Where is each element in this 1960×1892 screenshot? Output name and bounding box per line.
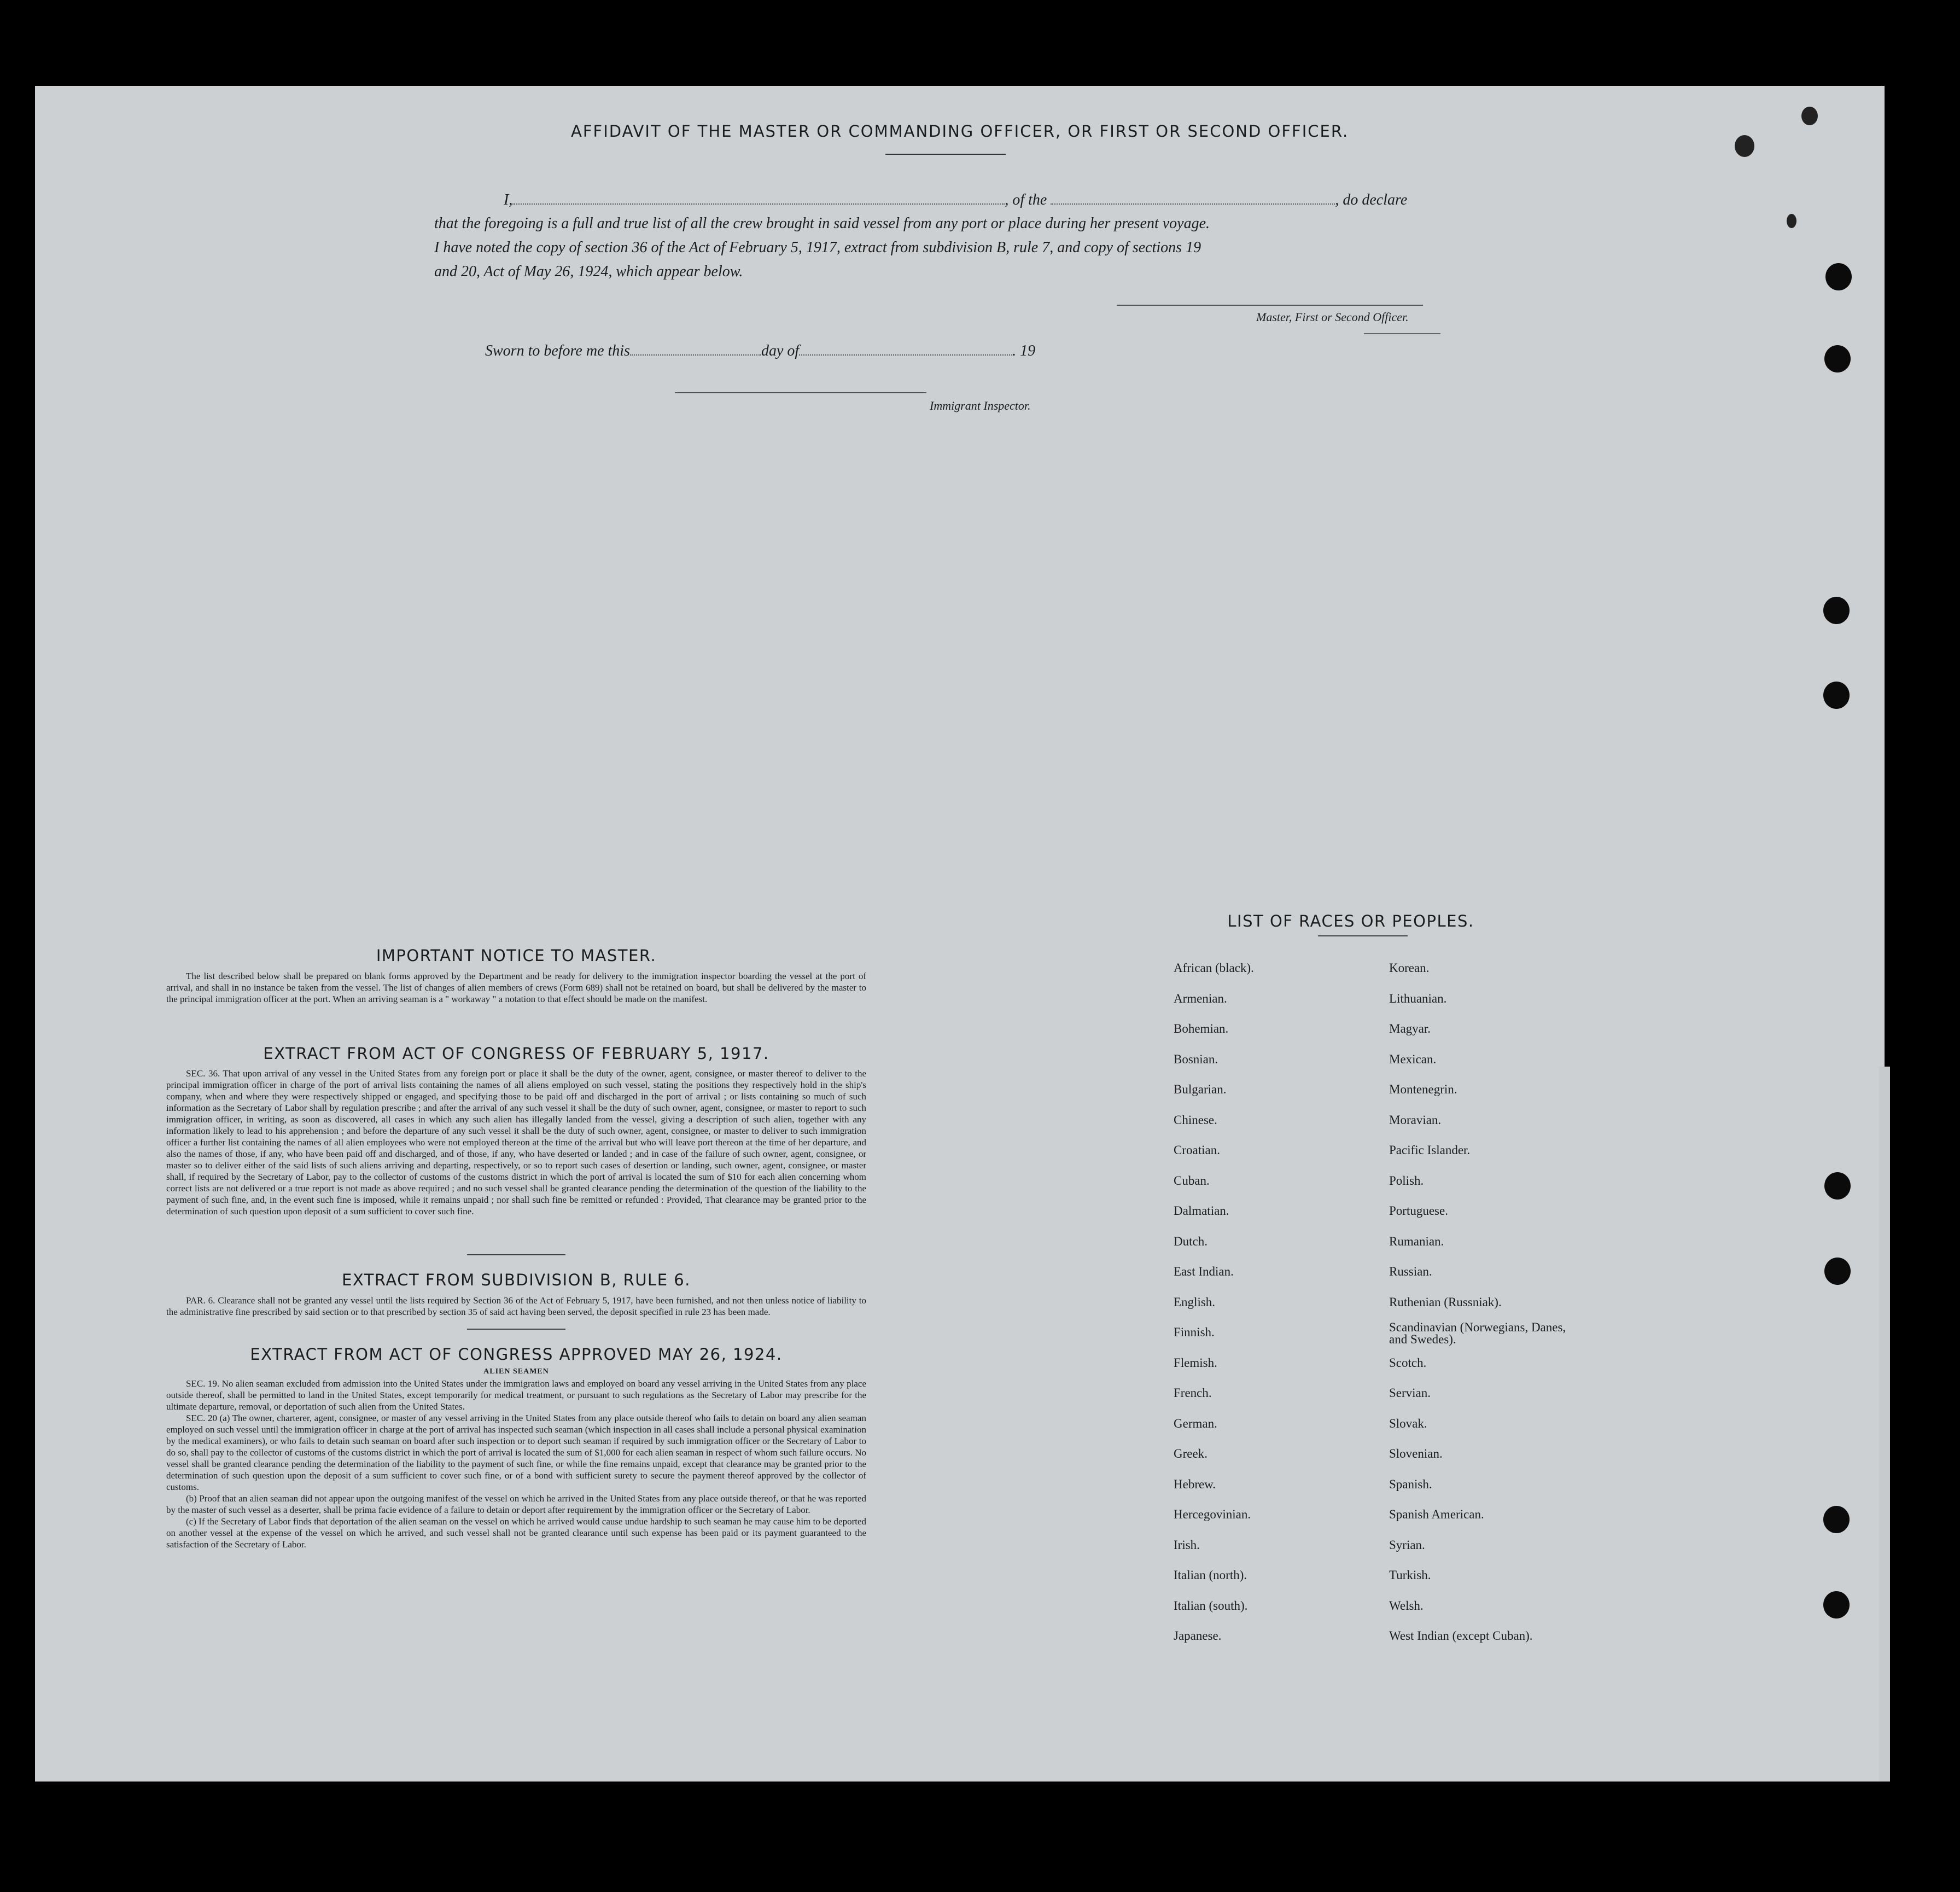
affidavit-title: AFFIDAVIT OF THE MASTER OR COMMANDING OFFICER, OR FIRST OR SECOND OFFICER. (571, 122, 1349, 141)
sworn-line (485, 342, 1035, 360)
race-item: Bulgarian. (1174, 1082, 1227, 1096)
race-item: Syrian. (1389, 1538, 1425, 1552)
affidavit-line-2: that the foregoing is a full and true list of all the crew brought in said vessel from any port or place during her present voyage. (434, 215, 1210, 232)
race-item: Hercegovinian. (1174, 1507, 1251, 1521)
extract-1924-heading: EXTRACT FROM ACT OF CONGRESS APPROVED MAY 26, 1924. (250, 1345, 783, 1364)
sec20b-paragraph: (b) Proof that an alien seaman did not appear upon the outgoing manifest of the vessel on which he arrived in the United States from any place outside thereof, or that he was reported by the master of such vessel as a deserter, shall be prima facie evidence of a failure to detain or deport after requirement by the immigration officer or the Secretary of Labor. (166, 1493, 866, 1515)
sec20c-paragraph: (c) If the Secretary of Labor finds that deportation of the alien seaman on the vessel on which he arrived would cause undue hardship to such seaman he may cause him to be deported on another vessel at the expense of the vessel on which he arrived, and such vessel shall not be granted clearance until such expense has been paid or its payment guaranteed to the satisfaction of the Secretary of Labor. (166, 1516, 866, 1550)
race-item: Irish. (1174, 1538, 1200, 1552)
signature-underline (1364, 333, 1440, 334)
inspector-signature-line[interactable] (675, 392, 926, 393)
race-item: Polish. (1389, 1174, 1424, 1187)
extract-1917-paragraph: SEC. 36. That upon arrival of any vessel in the United States from any foreign port or place it shall be the duty of the owner, agent, consignee, or master thereof to deliver to the principal immigration officer in charge of the port of arrival lists containing the names of all aliens employed on such vessel, stating the positions they respectively hold in the ship's company, when and where they were respectively shipped or engaged, and specifying those to be paid off and discharged in the port of arrival ; or lists containing so much of such information as the Secretary of Labor shall by regulation prescribe ; and after the arrival of any such vessel it shall be the duty of such owner, agent, consignee, or master to report to such immigration officer, in writing, as soon as discovered, all cases in which any such alien has illegally landed from the vessel, giving a description of such alien, together with any information likely to lead to his apprehension ; and before the departure of any such vessel it shall be the duty of such owner, agent, consignee, or master to deliver to such immigration officer a further list containing the names of all alien employees who were not employed thereon at the time of the arrival but who will leave port thereon at the time of her departure, and also the names of those, if any, who have been paid off and discharged, and of those, if any, who have deserted or landed ; and in case of the failure of such owner, agent, consignee, or master so to deliver either of the said lists of such aliens arriving and departing, respectively, or so to report such cases of desertion or landing, such owner, agent, consignee, or master shall, if required by the Secretary of Labor, pay to the collector of customs of the customs district in which the port of arrival is located the sum of $10 for each alien concerning whom correct lists are not delivered or a true report is not made as above required ; and no such vessel shall be granted clearance pending the determination of the question of the liability to the payment of such fine, and, in the event such fine is imposed, while it remains unpaid ; nor shall such fine be remitted or refunded : Provided, That clearance may be granted prior to the determination of such question upon deposit of a sum sufficient to cover such fine. (166, 1068, 866, 1216)
race-item: Turkish. (1389, 1568, 1431, 1582)
sworn-year: . 19 (1012, 342, 1036, 359)
race-item: Croatian. (1174, 1143, 1220, 1157)
race-item: Flemish. (1174, 1356, 1217, 1370)
binder-hole (1824, 345, 1851, 372)
race-item: Servian. (1389, 1386, 1431, 1400)
race-item: Lithuanian. (1389, 992, 1447, 1005)
race-item: Ruthenian (Russniak). (1389, 1295, 1502, 1309)
notice-master-text (166, 970, 866, 1005)
name-blank[interactable] (512, 203, 1005, 205)
race-item: Armenian. (1174, 992, 1227, 1005)
race-item: East Indian. (1174, 1265, 1234, 1278)
binder-hole (1823, 597, 1850, 624)
alien-seamen-subheading: ALIEN SEAMEN (483, 1367, 549, 1376)
section-divider (467, 1254, 565, 1255)
race-item: West Indian (except Cuban). (1389, 1629, 1533, 1643)
ink-speck (1735, 135, 1754, 157)
race-item: African (black). (1174, 961, 1254, 975)
races-heading: LIST OF RACES OR PEOPLES. (1227, 912, 1474, 930)
races-rule (1318, 935, 1408, 936)
notice-master-heading: IMPORTANT NOTICE TO MASTER. (376, 946, 657, 965)
race-item: Spanish. (1389, 1477, 1432, 1491)
race-item: Scandinavian (Norwegians, Danes, and Swedes). (1389, 1320, 1566, 1346)
race-item: Korean. (1389, 961, 1430, 975)
vessel-blank[interactable] (1051, 203, 1335, 205)
race-item: Dutch. (1174, 1235, 1208, 1248)
race-item: Bosnian. (1174, 1052, 1218, 1066)
race-item: Welsh. (1389, 1599, 1424, 1612)
race-item: Dalmatian. (1174, 1204, 1229, 1218)
race-item: Greek. (1174, 1447, 1208, 1460)
affidavit-of-the: , of the (1005, 191, 1047, 208)
sec20a-paragraph: SEC. 20 (a) The owner, charterer, agent, consignee, or master of any vessel arriving in the United States from any place outside thereof who fails to detain on board any alien seaman employed on such vessel until the immigration officer in charge at the port of arrival has inspected such seaman (which inspection in all cases shall include a personal physical examination by the medical examiners), or who fails to detain such seaman on board after such inspection or to deport such seaman if required by such immigration officer or the Secretary of Labor to do so, shall pay to the collector of customs of the customs district in which the port of arrival is located the sum of $1,000 for each alien seaman in respect of whom such failure occurs. No vessel shall be granted clearance pending the determination of the liability to the payment of such fine, or while the fine remains unpaid, except that clearance may be granted prior to the determination of such question upon the deposit of a sum sufficient to cover such fine, or of a bond with sufficient surety to secure the payment thereof approved by the collector of customs. (166, 1413, 866, 1492)
extract-rule6-heading: EXTRACT FROM SUBDIVISION B, RULE 6. (342, 1271, 691, 1289)
race-item: Rumanian. (1389, 1235, 1444, 1248)
race-item: Mexican. (1389, 1052, 1437, 1066)
affidavit-declare: , do declare (1335, 191, 1408, 208)
day-blank[interactable] (630, 354, 761, 356)
race-item: Montenegrin. (1389, 1082, 1457, 1096)
section-divider (467, 1329, 565, 1330)
affidavit-line-1 (504, 191, 1407, 209)
binder-hole (1825, 263, 1852, 290)
race-item: German. (1174, 1417, 1217, 1430)
race-item: Pacific Islander. (1389, 1143, 1471, 1157)
race-item: Cuban. (1174, 1174, 1210, 1187)
race-item: Portuguese. (1389, 1204, 1448, 1218)
race-item: Italian (south). (1174, 1599, 1248, 1612)
sworn-day-of: day of (761, 342, 800, 359)
title-rule (885, 154, 1006, 155)
affidavit-line-3: I have noted the copy of section 36 of the Act of February 5, 1917, extract from subdivision B, rule 7, and copy of sections 19 (434, 239, 1201, 256)
race-item: Italian (north). (1174, 1568, 1247, 1582)
signature-line[interactable] (1117, 305, 1423, 306)
race-item: Chinese. (1174, 1113, 1217, 1127)
extract-1917-text (166, 1068, 866, 1217)
race-item: Moravian. (1389, 1113, 1442, 1127)
race-item: Spanish American. (1389, 1507, 1484, 1521)
race-item: English. (1174, 1295, 1216, 1309)
extract-1924-text (166, 1378, 866, 1550)
affidavit-line-4: and 20, Act of May 26, 1924, which appear below. (434, 263, 743, 280)
extract-rule6-paragraph: PAR. 6. Clearance shall not be granted any vessel until the lists required by Section 36 of the Act of February 5, 1917, have been furnished, and not then unless notice of liability to the administrative fine prescribed by said section or to that prescribed by section 35 of said act having been served, the deposit specified in rule 23 has been made. (166, 1295, 866, 1317)
race-item: French. (1174, 1386, 1212, 1400)
extract-1917-heading: EXTRACT FROM ACT OF CONGRESS OF FEBRUARY 5, 1917. (263, 1044, 769, 1063)
binder-hole (1823, 1591, 1850, 1619)
sworn-start: Sworn to before me this (485, 342, 630, 359)
race-item: Bohemian. (1174, 1022, 1229, 1035)
race-item: Finnish. (1174, 1325, 1215, 1339)
race-item: Magyar. (1389, 1022, 1431, 1035)
affidavit-i: I, (504, 191, 513, 208)
race-item: Japanese. (1174, 1629, 1222, 1643)
month-blank[interactable] (799, 354, 1012, 356)
race-item: Hebrew. (1174, 1477, 1216, 1491)
race-item: Slovak. (1389, 1417, 1427, 1430)
ink-speck (1787, 214, 1796, 228)
binder-hole (1823, 682, 1850, 709)
ink-speck (1801, 107, 1818, 125)
binder-hole (1824, 1172, 1851, 1200)
inspector-label: Immigrant Inspector. (930, 399, 1031, 412)
document-page (35, 86, 1885, 1782)
binder-hole (1824, 1258, 1851, 1285)
extract-rule6-text (166, 1295, 866, 1318)
signature-label: Master, First or Second Officer. (1256, 310, 1409, 324)
race-item: Russian. (1389, 1265, 1432, 1278)
notice-master-paragraph: The list described below shall be prepared on blank forms approved by the Department and be ready for delivery to the immigration inspector boarding the vessel at the port of arrival, and shall in no instance be taken from the vessel. The list of changes of alien members of crews (Form 689) shall not be retained on board, but shall be delivered by the master to the principal immigration officer at the port. When an arriving seaman is a " workaway " a notation to that effect should be made on the manifest. (166, 971, 866, 1004)
binder-hole (1823, 1506, 1850, 1533)
race-item: Scotch. (1389, 1356, 1427, 1370)
page-edge (1879, 1067, 1890, 1782)
sec19-paragraph: SEC. 19. No alien seaman excluded from admission into the United States under the immigration laws and employed on board any vessel arriving in the United States from any place outside thereof, shall be permitted to land in the United States, except temporarily for medical treatment, or pursuant to such regulations as the Secretary of Labor may prescribe for the ultimate departure, removal, or deportation of such alien from the United States. (166, 1378, 866, 1412)
race-item: Slovenian. (1389, 1447, 1443, 1460)
